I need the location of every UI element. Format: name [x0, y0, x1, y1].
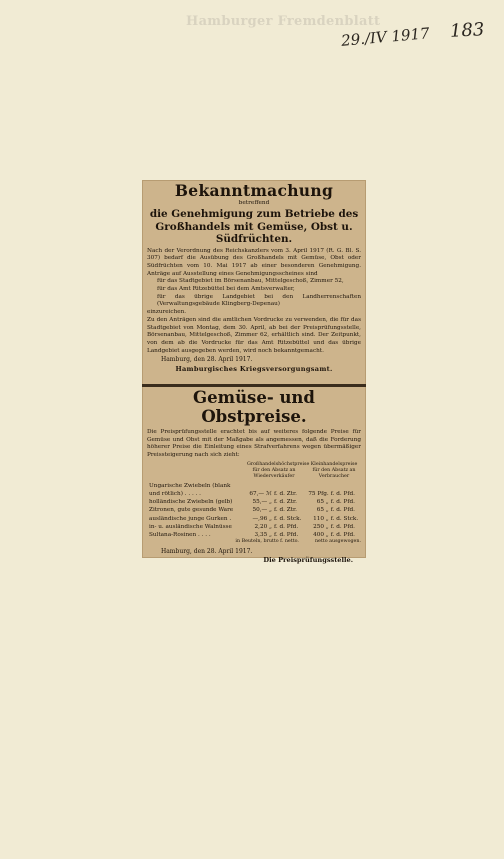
notice-forms: Zu den Anträgen sind die amtlichen Vordrucke zu verwenden, die für das Stadtgebiet von Montag, dem 30. April, ab bei der Preisprüfungsstelle, Börsenanbau, Mittelgeschoß, Zimmer 62, erhältlich sind. Der Zeitpunkt, von dem ab die Vordrucke für das Amt Ritzebüttel und das übrige Landgebiet ausgegeben werden, wird noch bekanntgemacht. — [147, 316, 361, 354]
wholesale-price — [245, 482, 272, 490]
wholesale-price: 55,— „ — [252, 499, 272, 506]
notice-signature: Hamburgisches Kriegsversorgungsamt. — [175, 365, 333, 374]
retail-price: 110 „ — [313, 515, 329, 522]
retail-price: 75 Pfg. — [308, 491, 329, 498]
retail-price: 250 „ — [313, 523, 329, 530]
wholesale-column-header: Großhandelshöchstpreise für den Absatz an Wiederverkäufer — [247, 461, 310, 479]
price-row — [147, 482, 361, 490]
wholesale-unit: f. d. Pfd. — [273, 532, 299, 539]
notice-title: Bekanntmachung — [174, 181, 334, 200]
retail-unit: f. d. Pfd. — [330, 507, 355, 514]
wholesale-price: 2,20 „ — [254, 523, 272, 530]
notice-article — [142, 182, 366, 374]
column-divider — [142, 384, 366, 387]
newspaper-clipping — [142, 180, 366, 564]
price-row — [147, 490, 361, 498]
wholesale-price: 50,— „ — [252, 507, 272, 514]
price-item: in- u. ausländische Walnüsse — [149, 523, 232, 530]
retail-column-header: Kleinhandelspreise für den Absatz an Verbraucher — [310, 461, 358, 479]
prices-article — [142, 388, 366, 565]
price-item: Zitronen, gute gesunde Ware — [149, 507, 234, 514]
price-item: Sultana-Rosinen . . . . — [149, 532, 211, 539]
price-item: und rötlich) . . . . . — [149, 491, 201, 498]
wholesale-price: 3,35 „ — [254, 532, 272, 539]
price-item: holländische Zwiebeln (gelb) — [149, 499, 233, 506]
retail-unit: f. d. Pfd. — [330, 532, 355, 539]
wholesale-unit: f. d. Ztr. — [273, 499, 297, 506]
retail-price: 65 „ — [316, 499, 329, 506]
price-row — [147, 498, 361, 506]
handwritten-date: 29./IV 1917 — [340, 24, 431, 50]
price-item: ausländische junge Gurken . — [149, 515, 232, 522]
price-column-headers — [147, 462, 361, 480]
notice-submit: einzureichen. — [147, 309, 187, 316]
notice-intro: Nach der Verordnung des Reichskanzlers vom 3. April 1917 (R. G. Bl. S. 307) bedarf die Ausübung des Großhandels mit Gemüse, Obst oder Südfrüchten vom 10. Mai 1917 ab einer besonderen Genehmigung. Anträge auf Ausstellung eines Genehmigungsscheines sind — [147, 247, 361, 277]
retail-price: 65 „ — [316, 507, 329, 514]
wholesale-unit: f. d. Ztr. — [273, 507, 297, 514]
price-row — [147, 506, 361, 514]
wholesale-unit: f. d. Ztr. — [273, 491, 297, 498]
price-item: Ungarische Zwiebeln (blank — [149, 482, 231, 489]
prices-title: Gemüse- und Obstpreise. — [193, 388, 315, 426]
wholesale-unit: f. d. Stck. — [273, 515, 302, 522]
wholesale-price: 67,— ℳ — [249, 491, 272, 498]
retail-price — [304, 482, 329, 490]
retail-unit: f. d. Pfd. — [330, 523, 355, 530]
price-row — [147, 523, 361, 531]
wholesale-footnote: in Beuteln, brutto f. netto. — [235, 539, 299, 545]
prices-signature: Die Preisprüfungsstelle. — [263, 555, 353, 564]
newspaper-stamp: Hamburger Fremdenblatt — [186, 14, 381, 29]
notice-date: Hamburg, den 28. April 1917. — [161, 356, 253, 364]
wholesale-price: —,96 „ — [252, 515, 272, 522]
notice-line: für das Amt Ritzebüttel bei dem Amtsverwalter, — [157, 286, 295, 293]
retail-unit: f. d. Stck. — [330, 515, 359, 522]
notice-heading: die Genehmigung zum Betriebe des Großhandels mit Gemüse, Obst u. Südfrüchten. — [149, 208, 359, 245]
price-table — [147, 482, 361, 539]
retail-price: 400 „ — [313, 532, 329, 539]
prices-date: Hamburg, den 28. April 1917. — [161, 547, 253, 555]
retail-unit: f. d. Pfd. — [330, 499, 355, 506]
handwritten-sheet-number: 183 — [449, 19, 485, 42]
wholesale-unit — [272, 482, 304, 490]
price-footnotes — [147, 539, 361, 545]
price-row — [147, 515, 361, 523]
retail-unit — [329, 482, 361, 490]
notice-line: für das Stadtgebiet im Börsenanbau, Mittelgeschoß, Zimmer 52, — [157, 278, 344, 285]
prices-intro: Die Preisprüfungsstelle erachtet bis auf weiteres folgende Preise für Gemüse und Obst mit der Maßgabe als angemessen, daß die Forderung höherer Preise die Einleitung eines Strafverfahrens wegen übermäßiger Preissteigerung nach sich zieht: — [147, 429, 361, 459]
notice-line: für das übrige Landgebiet bei den Landherrenschaften (Verwaltungsgebäude Klingberg-Depenau) — [157, 293, 361, 308]
wholesale-unit: f. d. Pfd. — [273, 523, 299, 530]
retail-footnote: netto ausgewogen. — [314, 539, 361, 545]
price-row — [147, 531, 361, 539]
notice-subtitle: betreffend — [238, 200, 270, 206]
retail-unit: f. d. Pfd. — [330, 491, 355, 498]
